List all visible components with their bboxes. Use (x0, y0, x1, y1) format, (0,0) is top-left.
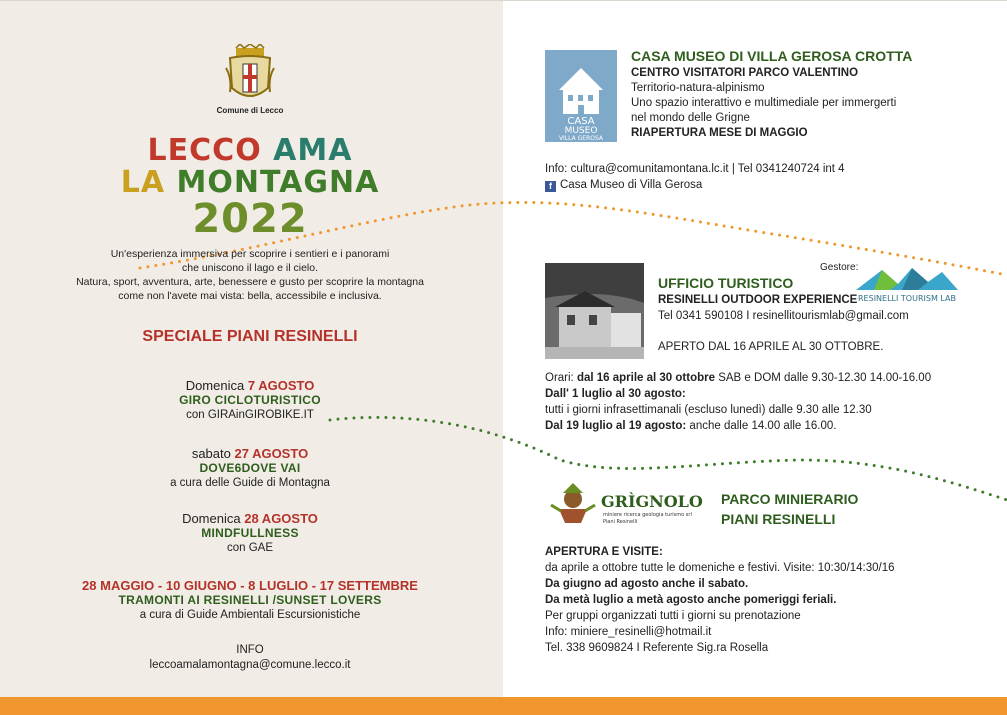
museo-logo-text: MUSEO (564, 126, 598, 136)
event-date-value: 27 AGOSTO (234, 446, 309, 461)
event-date (60, 378, 440, 393)
museo-heading: CASA MUSEO DI VILLA GEROSA CROTTA (631, 48, 913, 64)
museo-line: nel mondo delle Grigne (631, 112, 750, 124)
special-heading: SPECIALE PIANI RESINELLI (142, 328, 358, 345)
info-label: INFO (236, 644, 264, 656)
title-line-1 (60, 133, 440, 168)
ufficio-line: RESINELLI OUTDOOR EXPERIENCE (658, 294, 858, 306)
intro-text (60, 247, 440, 303)
visite-contact[interactable]: Info: miniere_resinelli@hotmail.it (545, 626, 712, 638)
event-date (60, 578, 440, 593)
event-sub: a cura di Guide Ambientali Escursionistiche (139, 609, 361, 621)
title-word-montagna: MONTAGNA (176, 165, 380, 200)
parco-visite (545, 544, 965, 656)
museo-line: Territorio-natura-alpinismo (631, 82, 765, 94)
visite-line: Da giugno ad agosto anche il sabato. (545, 578, 749, 590)
title-year: 2022 (192, 196, 308, 242)
event-sub: a cura delle Guide di Montagna (170, 477, 330, 489)
museo-facebook[interactable] (545, 177, 965, 193)
event-day: Domenica (182, 511, 241, 526)
bottom-orange-band (0, 697, 1007, 715)
hours-line (545, 418, 965, 434)
event-name: MINDFULLNESS (201, 526, 299, 540)
visite-line: Tel. 338 9609824 I Referente Sig.ra Rosella (545, 642, 769, 654)
title-word-lecco: LECCO (147, 133, 262, 168)
ufficio-hours (545, 370, 965, 434)
ufficio-open: APERTO DAL 16 APRILE AL 30 OTTOBRE. (658, 341, 884, 353)
event-name: DOVE6DOVE VAI (199, 461, 301, 475)
museo-logo-text: VILLA GEROSA (558, 135, 604, 142)
event-day: Domenica (185, 378, 245, 393)
museo-contact-line[interactable]: Info: cultura@comunitamontana.lc.it | Tel 0341240724 int 4 (545, 163, 845, 175)
event-name: GIRO CICLOTURISTICO (179, 393, 321, 407)
ufficio-contact[interactable]: Tel 0341 590108 I resinellitourismlab@gmail.com (658, 310, 909, 322)
event-item (60, 578, 440, 623)
intro-line: come non l'avete mai vista: bella, accessibile e inclusiva. (118, 290, 382, 302)
info-email[interactable]: leccoamalamontagna@comune.lecco.it (149, 659, 351, 671)
info-block (60, 643, 440, 673)
visite-line: Per gruppi organizzati tutti i giorni su prenotazione (545, 610, 801, 622)
rtl-logo-text: RESINELLI TOURISM LAB (858, 294, 956, 303)
ufficio-photo (545, 263, 644, 359)
hours-times: SAB e DOM dalle 9.30-12.30 14.00-16.00 (715, 372, 932, 384)
museo-line: RIAPERTURA MESE DI MAGGIO (631, 127, 808, 139)
museo-line: Uno spazio interattivo e multimediale per immergerti (631, 97, 897, 109)
visite-line: da aprile a ottobre tutte le domeniche e festivi. Visite: 10:30/14:30/16 (545, 562, 895, 574)
event-item (60, 511, 440, 556)
event-name: TRAMONTI AI RESINELLI /SUNSET LOVERS (118, 593, 382, 607)
event-sub: con GAE (226, 542, 274, 554)
visite-line: APERTURA E VISITE: (545, 546, 663, 558)
event-sub: con GIRAinGIROBIKE.IT (186, 409, 314, 421)
gestore-label: Gestore: (820, 262, 859, 273)
museo-line: CENTRO VISITATORI PARCO VALENTINO (631, 67, 859, 79)
grignolo-sub: Piani Resinelli (603, 519, 638, 525)
facebook-label: Casa Museo di Villa Gerosa (560, 179, 703, 191)
resinelli-tourism-lab-logo (852, 262, 962, 304)
event-day: sabato (191, 446, 231, 461)
event-item (60, 378, 440, 423)
museo-contact (545, 161, 965, 193)
intro-line: Un'esperienza immersiva per scoprire i sentieri e i panorami (110, 248, 390, 260)
hours-times: anche dalle 14.00 alle 16.00. (686, 420, 837, 432)
hours-period: dal 16 aprile al 30 ottobre (576, 372, 716, 384)
intro-line: che uniscono il lago e il cielo. (182, 262, 318, 274)
casa-museo-logo (545, 50, 617, 142)
event-date-value: 28 MAGGIO - 10 GIUGNO - 8 LUGLIO - 17 SETTEMBRE (82, 578, 418, 593)
parco-heading-line: PIANI RESINELLI (721, 511, 836, 527)
hours-period: Dal 19 luglio al 19 agosto: (545, 420, 687, 432)
hours-period: Dall' 1 luglio al 30 agosto: (545, 388, 686, 400)
title-word-la: LA (120, 165, 166, 200)
museo-logo-text: CASA (567, 116, 595, 127)
grignolo-sub: miniere ricerca geologia turismo srl (603, 512, 692, 518)
facebook-icon: f (545, 181, 556, 192)
grignolo-logo (545, 483, 705, 525)
comune-label: Comune di Lecco (216, 106, 284, 115)
event-item (60, 446, 440, 491)
ufficio-heading: UFFICIO TURISTICO (658, 275, 794, 291)
event-date-value: 7 AGOSTO (247, 378, 315, 393)
parco-heading-line: PARCO MINIERARIO (721, 491, 859, 507)
title-line-2 (60, 165, 440, 200)
event-date (60, 511, 440, 526)
title-word-ama: AMA (273, 133, 353, 168)
grignolo-text: GRÌGNOLO (601, 492, 703, 511)
museo-details (631, 66, 911, 141)
visite-line: Da metà luglio a metà agosto anche pomeriggi feriali. (545, 594, 837, 606)
hours-prefix: Orari: (545, 372, 577, 384)
top-border (0, 0, 1007, 1)
hours-line: tutti i giorni infrasettimanali (escluso lunedì) dalle 9.30 alle 12.30 (545, 404, 872, 416)
hours-line (545, 386, 965, 402)
parco-heading (721, 489, 858, 529)
event-date (60, 446, 440, 461)
event-date-value: 28 AGOSTO (244, 511, 318, 526)
comune-crest-logo (222, 44, 278, 106)
intro-line: Natura, sport, avventura, arte, benessere e gusto per scoprire la montagna (76, 276, 424, 288)
hours-line (545, 370, 965, 386)
